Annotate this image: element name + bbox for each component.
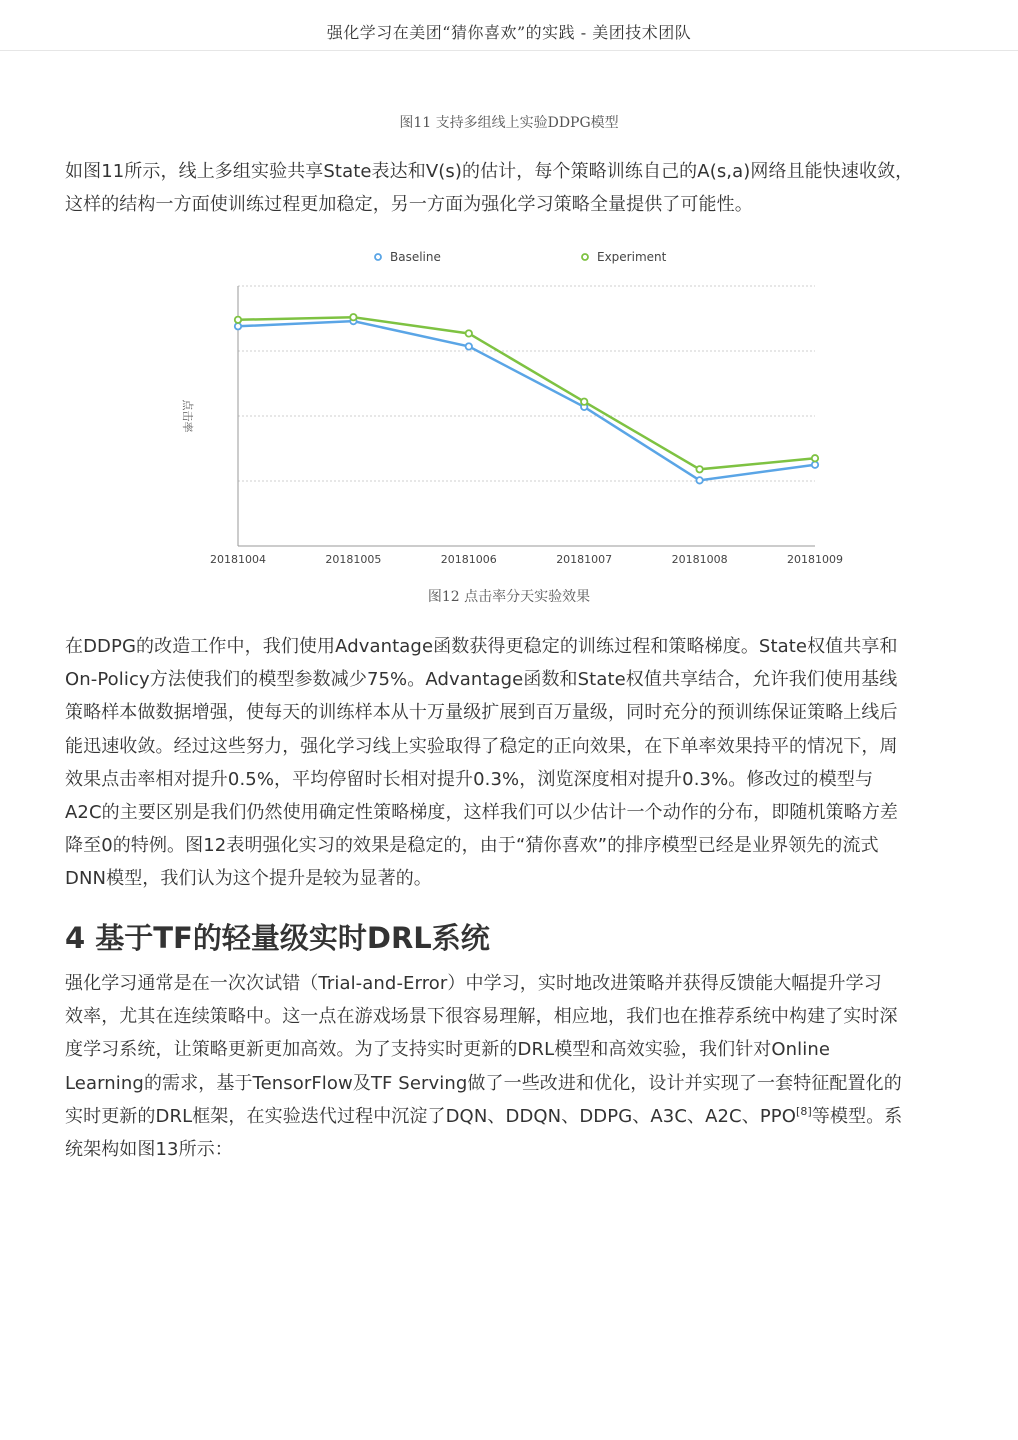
x-tick-label: 20181004 (210, 553, 266, 566)
x-tick-label: 20181008 (671, 553, 728, 566)
data-point (350, 314, 356, 320)
legend-marker (582, 254, 588, 260)
paragraph-line: DNN模型，我们认为这个提升是较为显著的。 (65, 868, 432, 890)
paragraph-line (65, 1100, 955, 1133)
paragraph-1 (65, 155, 955, 221)
paragraph-3 (65, 967, 955, 1166)
legend-label: Experiment (597, 250, 667, 264)
figure-12-caption: 图12 点击率分天实验效果 (427, 589, 591, 605)
paragraph-2 (65, 630, 955, 896)
legend-item (375, 250, 441, 264)
line-text: 等模型。系 (811, 1105, 903, 1127)
line-text: 实时更新的DRL框架，在实验迭代过程中沉淀了DQN、DDQN、DDPG、A3C、A2C、PPO (65, 1105, 797, 1127)
figure-11-caption: 图11 支持多组线上实验DDPG模型 (399, 115, 619, 131)
chart-grid (238, 286, 815, 481)
data-point (581, 399, 587, 405)
series-experiment (235, 314, 818, 473)
legend-marker (375, 254, 381, 260)
chart-legend (375, 250, 667, 264)
x-tick-label: 20181007 (556, 553, 613, 566)
paragraph-line: 在DDPG的改造工作中，我们使用Advantage函数获得更稳定的训练过程和策略梯度。State权值共享和 (65, 636, 898, 657)
x-tick-label: 20181005 (325, 553, 382, 566)
page-header-title: 强化学习在美团“猜你喜欢”的实践 - 美团技术团队 (326, 23, 692, 42)
page-header (0, 0, 1018, 51)
data-point (696, 466, 702, 472)
x-tick-label: 20181009 (787, 553, 843, 566)
y-axis-label: 点击率 (181, 399, 194, 433)
data-point (235, 323, 241, 329)
paragraph-line: 降至0的特例。图12表明强化实习的效果是稳定的，由于“猜你喜欢”的排序模型已经是业界领先的流式 (65, 835, 879, 857)
data-point (812, 462, 818, 468)
reference-8-link[interactable]: [8] (796, 1104, 812, 1118)
paragraph-line: 这样的结构一方面使训练过程更加稳定，另一方面为强化学习策略全量提供了可能性。 (65, 194, 753, 216)
paragraph-line: 统架构如图13所示： (65, 1139, 233, 1161)
chart-series (235, 314, 818, 484)
paragraph-line: 强化学习通常是在一次次试错（Trial-and-Error）中学习，实时地改进策略并获得反馈能大幅提升学习 (65, 973, 882, 994)
paragraph-line: 度学习系统，让策略更新更加高效。为了支持实时更新的DRL模型和高效实验，我们针对Online (65, 1039, 831, 1061)
section-4-heading: 4 基于TF的轻量级实时DRL系统 (65, 921, 490, 955)
data-point (812, 455, 818, 461)
data-point (235, 317, 241, 323)
paragraph-line: 如图11所示，线上多组实验共享State表达和V(s)的估计，每个策略训练自己的A(s,a)网络且能快速收敛， (65, 161, 914, 182)
legend-item (582, 250, 667, 264)
paragraph-line: 效果点击率相对提升0.5%，平均停留时长相对提升0.3%，浏览深度相对提升0.3%。修改过的模型与 (65, 768, 874, 790)
x-tick-label: 20181006 (440, 553, 497, 566)
click-rate-line-chart (0, 236, 1018, 576)
series-line (238, 317, 815, 469)
paragraph-line: 能迅速收敛。经过这些努力，强化学习线上实验取得了稳定的正向效果，在下单率效果持平的情况下，周 (65, 735, 898, 757)
legend-label: Baseline (390, 250, 441, 264)
x-tick-labels (210, 553, 843, 566)
paragraph-line: 策略样本做数据增强，使每天的训练样本从十万量级扩展到百万量级，同时充分的预训练保证策略上线后 (65, 702, 898, 724)
data-point (466, 330, 472, 336)
data-point (696, 477, 702, 483)
paragraph-line: 效率，尤其在连续策略中。这一点在游戏场景下很容易理解，相应地，我们也在推荐系统中构建了实时深 (65, 1006, 898, 1028)
series-line (238, 321, 815, 480)
series-baseline (235, 318, 818, 484)
data-point (466, 343, 472, 349)
paragraph-line: Learning的需求，基于TensorFlow及TF Serving做了一些改进和优化，设计并实现了一套特征配置化的 (65, 1072, 902, 1094)
paragraph-line: A2C的主要区别是我们仍然使用确定性策略梯度，这样我们可以少估计一个动作的分布，即随机策略方差 (65, 802, 899, 824)
paragraph-line: On-Policy方法使我们的模型参数减少75%。Advantage函数和State权值共享结合，允许我们使用基线 (65, 669, 898, 691)
